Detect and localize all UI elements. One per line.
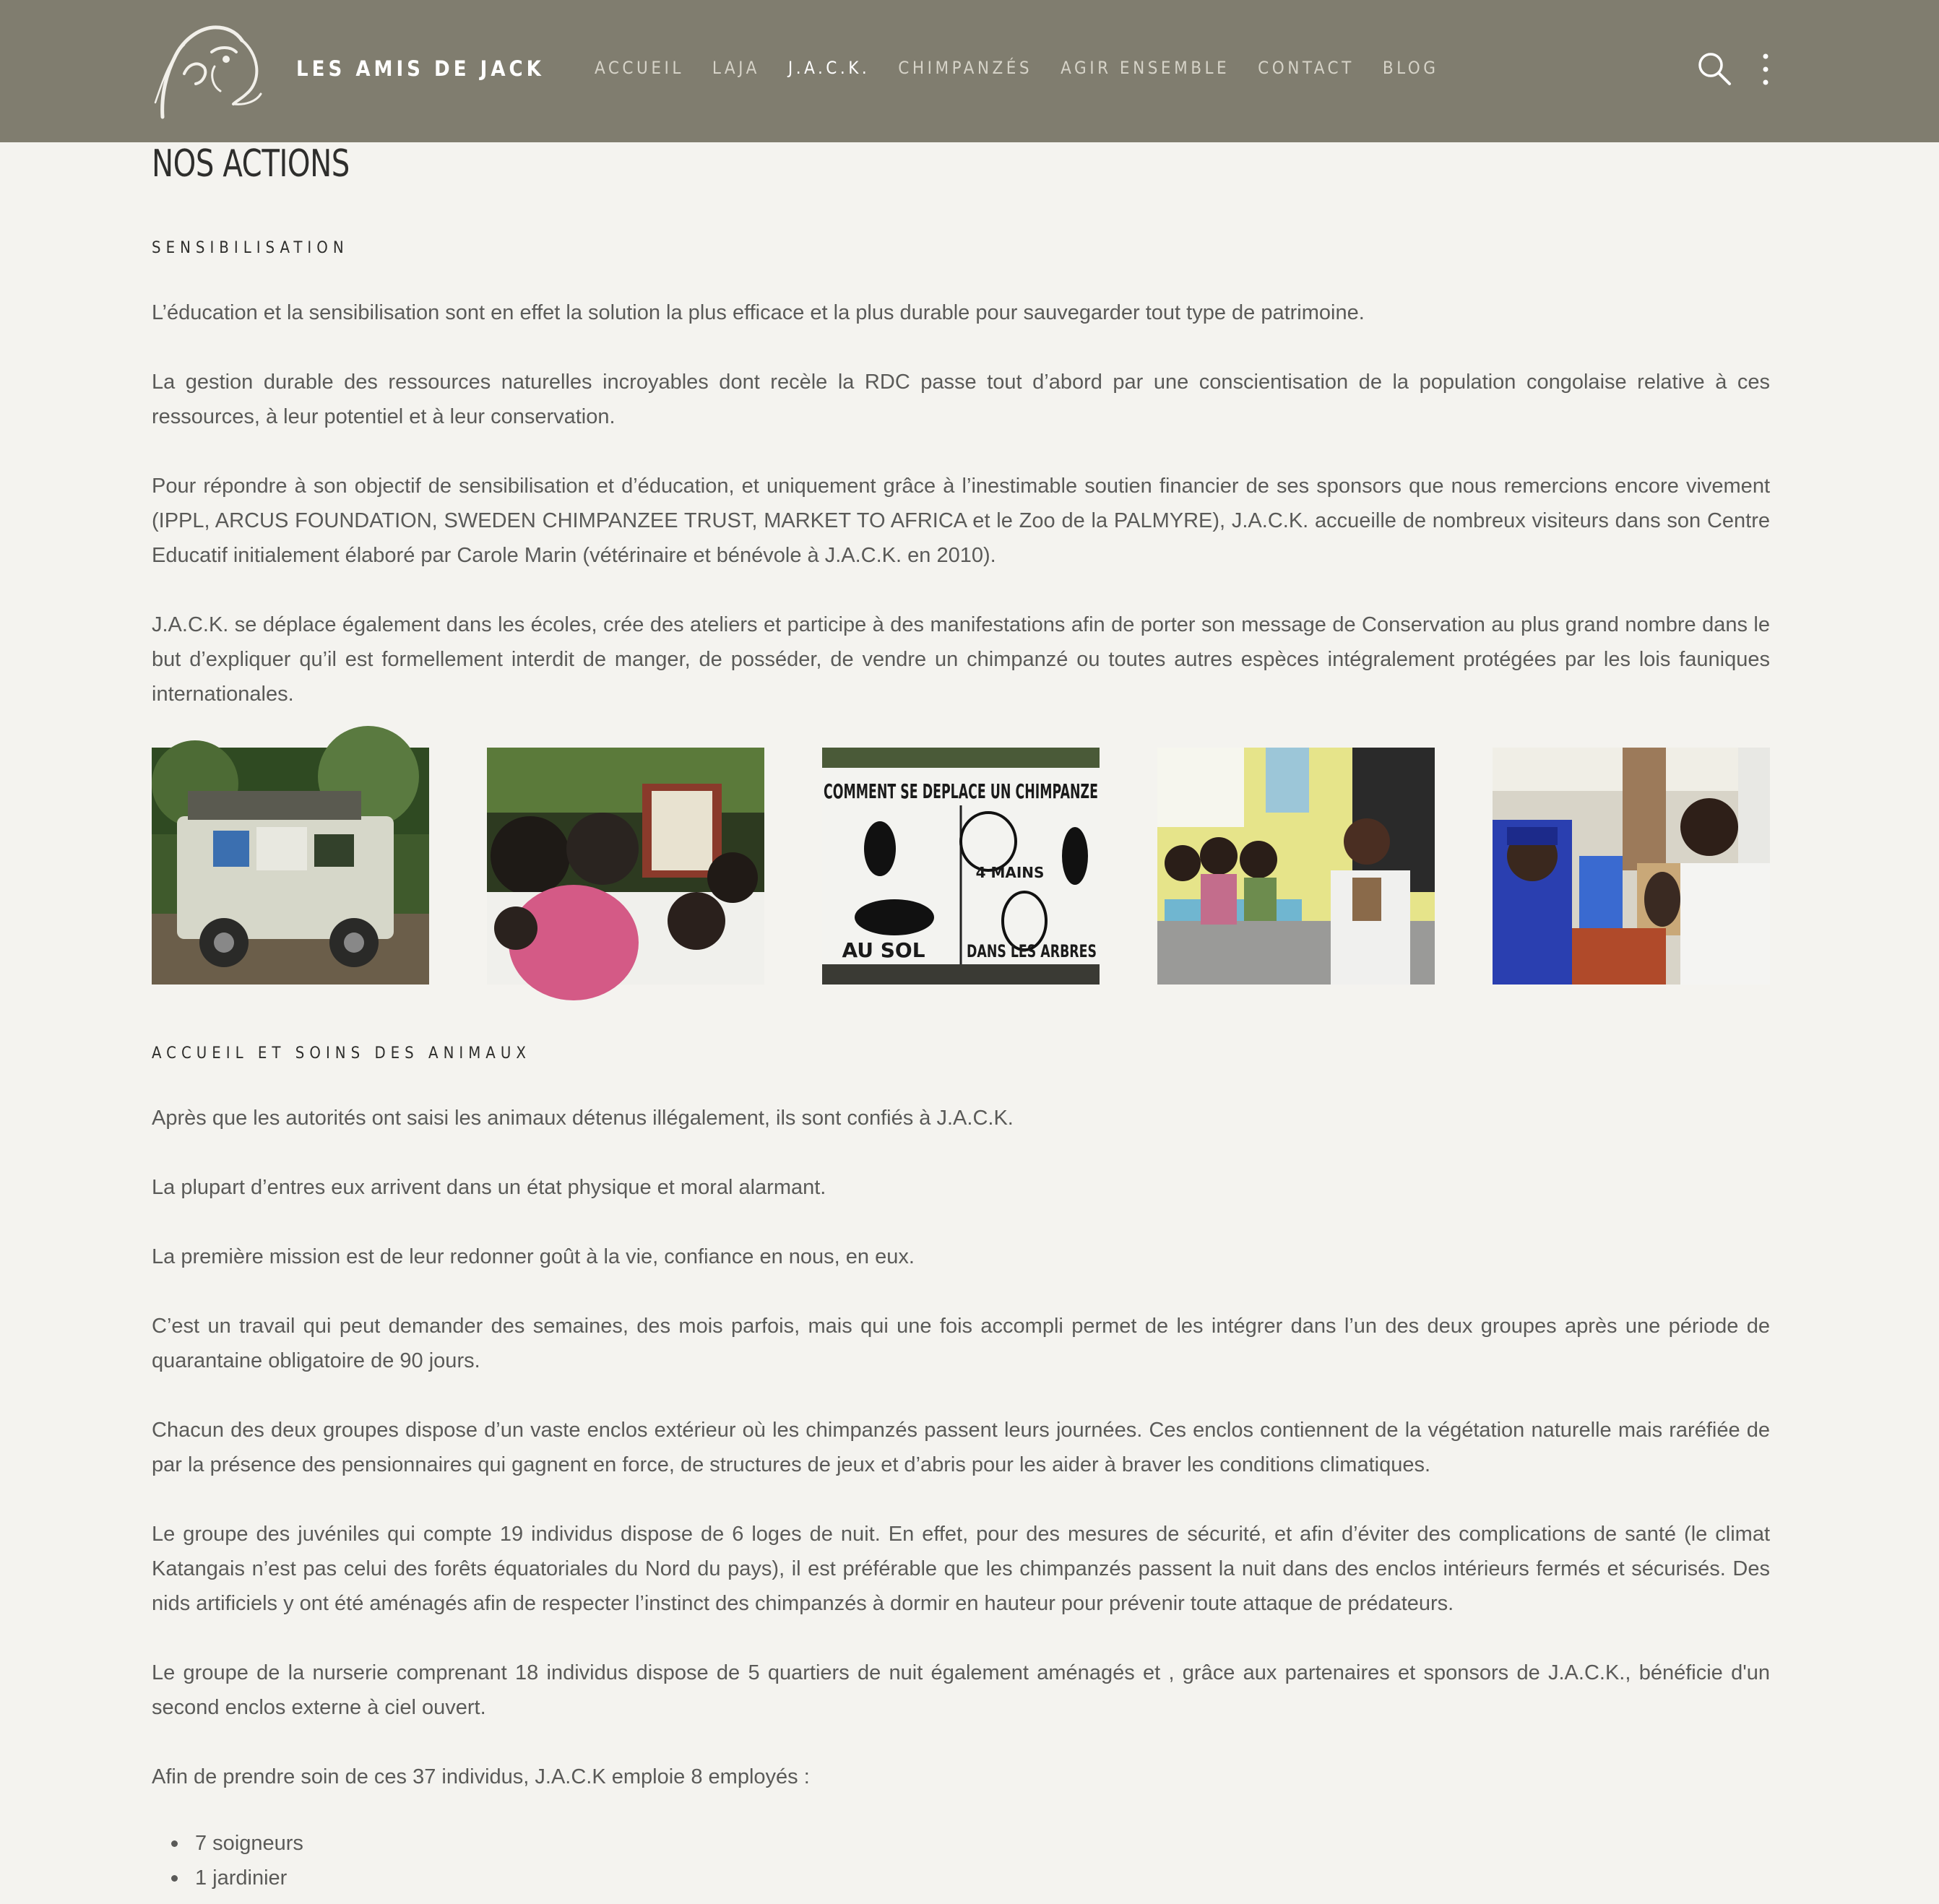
paragraph: La première mission est de leur redonner goût à la vie, confiance en nous, en eux.: [152, 1245, 915, 1268]
sign-center-label: 4 MAINS: [975, 864, 1045, 881]
chimpanzee-logo-icon[interactable]: [141, 16, 265, 121]
brand-name[interactable]: LES AMIS DE JACK: [296, 56, 545, 81]
paragraph: Le groupe de la nurserie comprenant 18 individus dispose de 5 quartiers de nuit également aménagés et , grâce aux partenaires et sponsors de J.A.C.K., bénéficie d'un second enclos externe à ciel ouvert.: [152, 1661, 1770, 1719]
list-item-label: 1 jardinier: [195, 1866, 288, 1890]
site-header: [0, 0, 1939, 142]
bullet-icon: [171, 1840, 178, 1847]
nav-item-jack[interactable]: J.A.C.K.: [787, 58, 871, 78]
nav-item-accueil[interactable]: ACCUEIL: [595, 58, 684, 78]
paragraph: La gestion durable des ressources naturelles incroyables dont recèle la RDC passe tout d’abord par une conscientisation de la population congolaise relative à ces ressources, à leur potentiel et à leur conservation.: [152, 371, 1770, 428]
sign-right-label: DANS LES ARBRES: [967, 941, 1097, 961]
paragraph: Chacun des deux groupes dispose d’un vaste enclos extérieur où les chimpanzés passent leurs journées. Ces enclos contiennent de la végétation naturelle mais raréfiée de par la présence des pensionnaires qui gagnent en force, de structures de jeux et d’abris pour les aider à braver les conditions climatiques.: [152, 1419, 1770, 1476]
vertical-dots-icon[interactable]: [1756, 52, 1776, 88]
paragraph: Le groupe des juvéniles qui compte 19 individus dispose de 6 loges de nuit. En effet, pour des mesures de sécurité, et afin d’éviter des complications de santé (le climat Katangais n’est pas celui des forêts équatoriales du Nord du pays), il est préférable que les chimpanzés passent la nuit dans des enclos intérieurs fermés et sécurisés. Des nids artificiels y ont été aménagés afin de respecter l’instinct des chimpanzés à dormir en hauteur pour prévenir toute attaque de prédateurs.: [152, 1523, 1770, 1615]
paragraph: La plupart d’entres eux arrivent dans un état physique et moral alarmant.: [152, 1176, 826, 1199]
paragraph: Afin de prendre soin de ces 37 individus, J.A.C.K emploie 8 employés :: [152, 1765, 810, 1788]
paragraph: Pour répondre à son objectif de sensibilisation et d’éducation, et uniquement grâce à l’inestimable soutien financier de ses sponsors que nous remercions encore vivement (IPPL, ARCUS FOUNDATION, SWEDEN CHIMPANZEE TRUST, MARKET TO AFRICA et le Zoo de la PALMYRE), J.A.C.K. accueille de nombreux visiteurs dans son Centre Educatif initialement élaboré par Carole Marin (vétérinaire et bénévole à J.A.C.K. en 2010).: [152, 475, 1770, 567]
photo-sign[interactable]: [822, 748, 1100, 985]
paragraph: L’éducation et la sensibilisation sont en effet la solution la plus efficace et la plus durable pour sauvegarder tout type de patrimoine.: [152, 301, 1365, 324]
photo-vehicle[interactable]: [152, 748, 429, 985]
nav-item-laja[interactable]: LAJA: [712, 58, 760, 78]
sign-title: COMMENT SE DEPLACE UN CHIMPANZE: [824, 779, 1098, 803]
paragraph: J.A.C.K. se déplace également dans les écoles, crée des ateliers et participe à des manifestations afin de porter son message de Conservation au plus grand nombre dans le but d’expliquer qu’il est formellement interdit de manger, de posséder, de vendre un chimpanzé ou toutes autres espèces intégralement protégées par les lois fauniques internationales.: [152, 613, 1770, 706]
nav-item-agir-ensemble[interactable]: AGIR ENSEMBLE: [1061, 58, 1230, 78]
nav-item-chimpanzes[interactable]: CHIMPANZÉS: [898, 58, 1033, 78]
section-title-accueil-soins: ACCUEIL ET SOINS DES ANIMAUX: [152, 1044, 531, 1063]
bullet-icon: [171, 1875, 178, 1882]
nav-item-contact[interactable]: CONTACT: [1258, 58, 1355, 78]
photo-workshop[interactable]: [1493, 748, 1770, 985]
photo-children-poster[interactable]: [487, 748, 764, 985]
list-item: [152, 1861, 303, 1895]
list-item: [152, 1826, 303, 1861]
list-item-label: 7 soigneurs: [195, 1832, 303, 1855]
nav-item-blog[interactable]: BLOG: [1382, 58, 1439, 78]
photo-gallery: [152, 748, 1770, 985]
search-icon[interactable]: [1696, 51, 1732, 87]
sign-left-label: AU SOL: [842, 938, 925, 962]
section-title-sensibilisation: SENSIBILISATION: [152, 239, 349, 257]
page-title: NOS ACTIONS: [152, 142, 350, 186]
staff-list: [152, 1826, 303, 1895]
paragraph: Après que les autorités ont saisi les animaux détenus illégalement, ils sont confiés à J.A.C.K.: [152, 1107, 1014, 1130]
photo-classroom[interactable]: [1157, 748, 1435, 985]
main-nav: [595, 58, 1467, 84]
paragraph: C’est un travail qui peut demander des semaines, des mois parfois, mais qui une fois accompli permet de les intégrer dans l’un des deux groupes après une période de quarantaine obligatoire de 90 jours.: [152, 1315, 1770, 1372]
